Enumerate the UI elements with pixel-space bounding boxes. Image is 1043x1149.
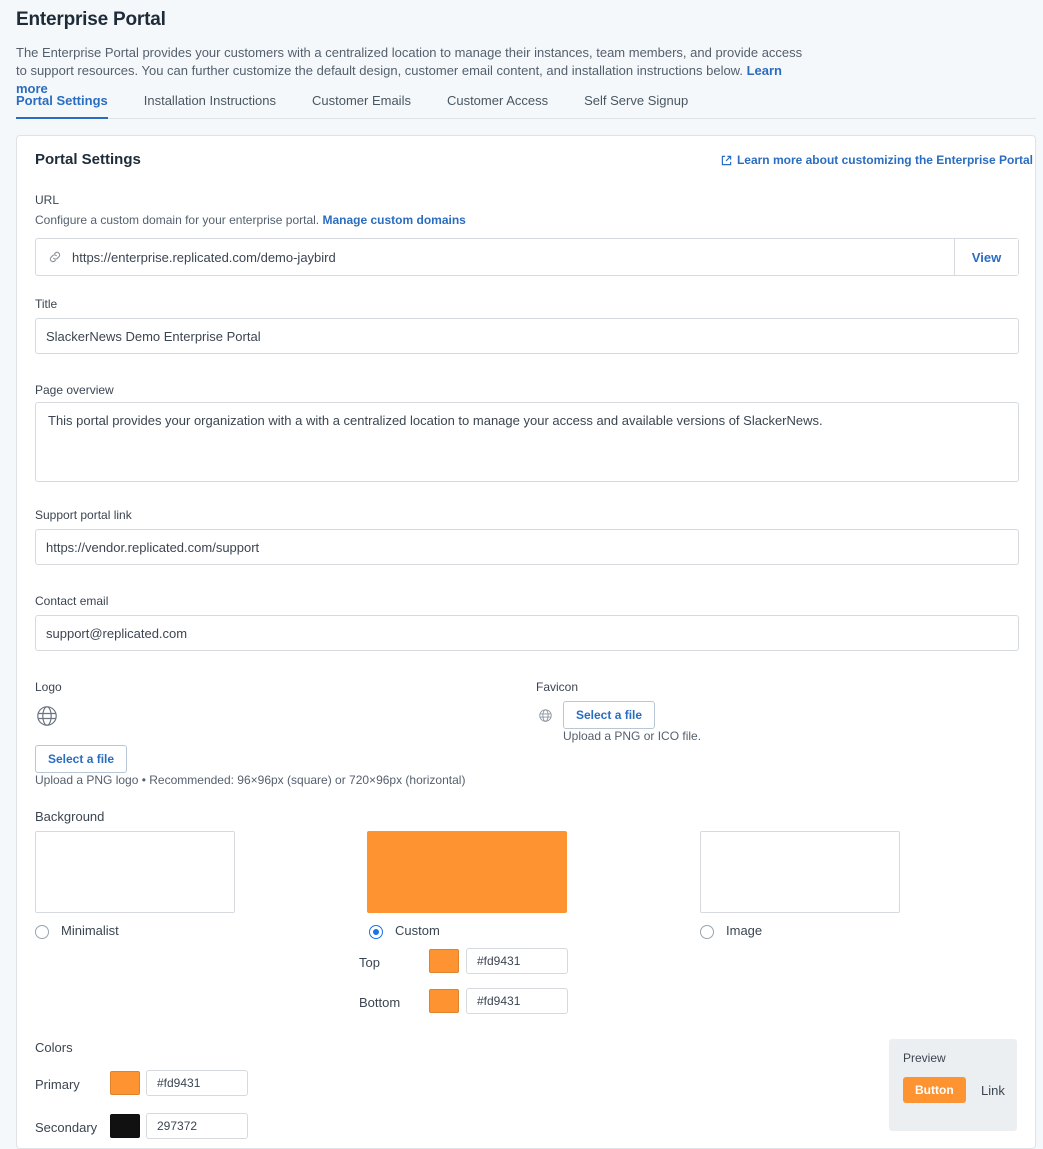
favicon-select-file-button[interactable]: Select a file — [563, 701, 655, 729]
secondary-color-swatch[interactable] — [110, 1114, 140, 1138]
background-bottom-swatch[interactable] — [429, 989, 459, 1013]
preview-link[interactable]: Link — [981, 1083, 1005, 1098]
primary-color-input[interactable] — [146, 1070, 248, 1096]
tab-customer-emails[interactable]: Customer Emails — [311, 93, 411, 108]
tab-self-serve-signup[interactable]: Self Serve Signup — [584, 93, 689, 108]
favicon-hint: Upload a PNG or ICO file. — [563, 729, 702, 743]
background-bottom-label: Bottom — [359, 995, 401, 1010]
preview-panel — [889, 1039, 1017, 1131]
tab-installation-instructions[interactable]: Installation Instructions — [143, 93, 276, 108]
page-overview-label: Page overview — [35, 383, 114, 397]
background-image-radio[interactable] — [700, 925, 714, 939]
portal-settings-card — [16, 135, 1036, 1149]
background-bottom-input[interactable] — [466, 988, 568, 1014]
secondary-color-input[interactable] — [146, 1113, 248, 1139]
url-description — [35, 213, 466, 227]
support-portal-link-input[interactable] — [35, 529, 1019, 565]
title-input[interactable] — [35, 318, 1019, 354]
tab-customer-access[interactable]: Customer Access — [446, 93, 549, 108]
manage-custom-domains-link[interactable]: Manage custom domains — [322, 213, 466, 227]
url-description-text: Configure a custom domain for your enterprise portal. — [35, 213, 320, 227]
card-title: Portal Settings — [35, 151, 141, 168]
url-label: URL — [35, 193, 60, 207]
link-icon — [48, 250, 62, 264]
page-overview-textarea[interactable] — [35, 402, 1019, 482]
secondary-color-label: Secondary — [35, 1120, 98, 1135]
background-section-label: Background — [35, 809, 105, 824]
logo-hint: Upload a PNG logo • Recommended: 96×96px (square) or 720×96px (horizontal) — [35, 773, 466, 787]
colors-section-label: Colors — [35, 1040, 73, 1055]
logo-placeholder-globe-icon — [35, 704, 59, 733]
background-minimalist-label: Minimalist — [61, 923, 119, 938]
contact-email-label: Contact email — [35, 594, 109, 608]
background-image-preview[interactable] — [700, 831, 900, 913]
preview-label: Preview — [903, 1051, 946, 1065]
contact-email-input[interactable] — [35, 615, 1019, 651]
customizing-portal-help-label: Learn more about customizing the Enterprise Portal — [736, 153, 1033, 167]
background-top-swatch[interactable] — [429, 949, 459, 973]
primary-color-swatch[interactable] — [110, 1071, 140, 1095]
view-portal-button[interactable]: View — [954, 239, 1018, 275]
background-top-label: Top — [359, 955, 380, 970]
primary-color-label: Primary — [35, 1077, 80, 1092]
background-image-label: Image — [726, 923, 763, 938]
background-custom-radio[interactable] — [369, 925, 383, 939]
tab-bar — [16, 86, 1036, 119]
background-custom-preview[interactable] — [367, 831, 567, 913]
favicon-label: Favicon — [536, 680, 579, 694]
logo-select-file-button[interactable]: Select a file — [35, 745, 127, 773]
learn-more-link[interactable]: Learn more — [16, 63, 782, 96]
background-minimalist-radio[interactable] — [35, 925, 49, 939]
background-minimalist-preview[interactable] — [35, 831, 235, 913]
page-title: Enterprise Portal — [16, 9, 166, 30]
preview-button[interactable]: Button — [903, 1077, 966, 1103]
favicon-placeholder-globe-icon — [538, 708, 553, 728]
external-link-icon — [721, 155, 732, 166]
background-top-input[interactable] — [466, 948, 568, 974]
portal-url-value: https://enterprise.replicated.com/demo-jaybird — [72, 249, 336, 265]
page-description-text: The Enterprise Portal provides your customers with a centralized location to manage their instances, team members, and provide access to support resources. You can further customize the default design, customer email content, and installation instructions below. — [16, 45, 803, 78]
title-label: Title — [35, 297, 58, 311]
support-portal-link-label: Support portal link — [35, 508, 132, 522]
tab-portal-settings[interactable]: Portal Settings — [16, 86, 108, 119]
background-custom-label: Custom — [395, 923, 440, 938]
portal-url-row — [35, 238, 1019, 276]
customizing-portal-help-link[interactable] — [721, 153, 1033, 167]
logo-label: Logo — [35, 680, 62, 694]
